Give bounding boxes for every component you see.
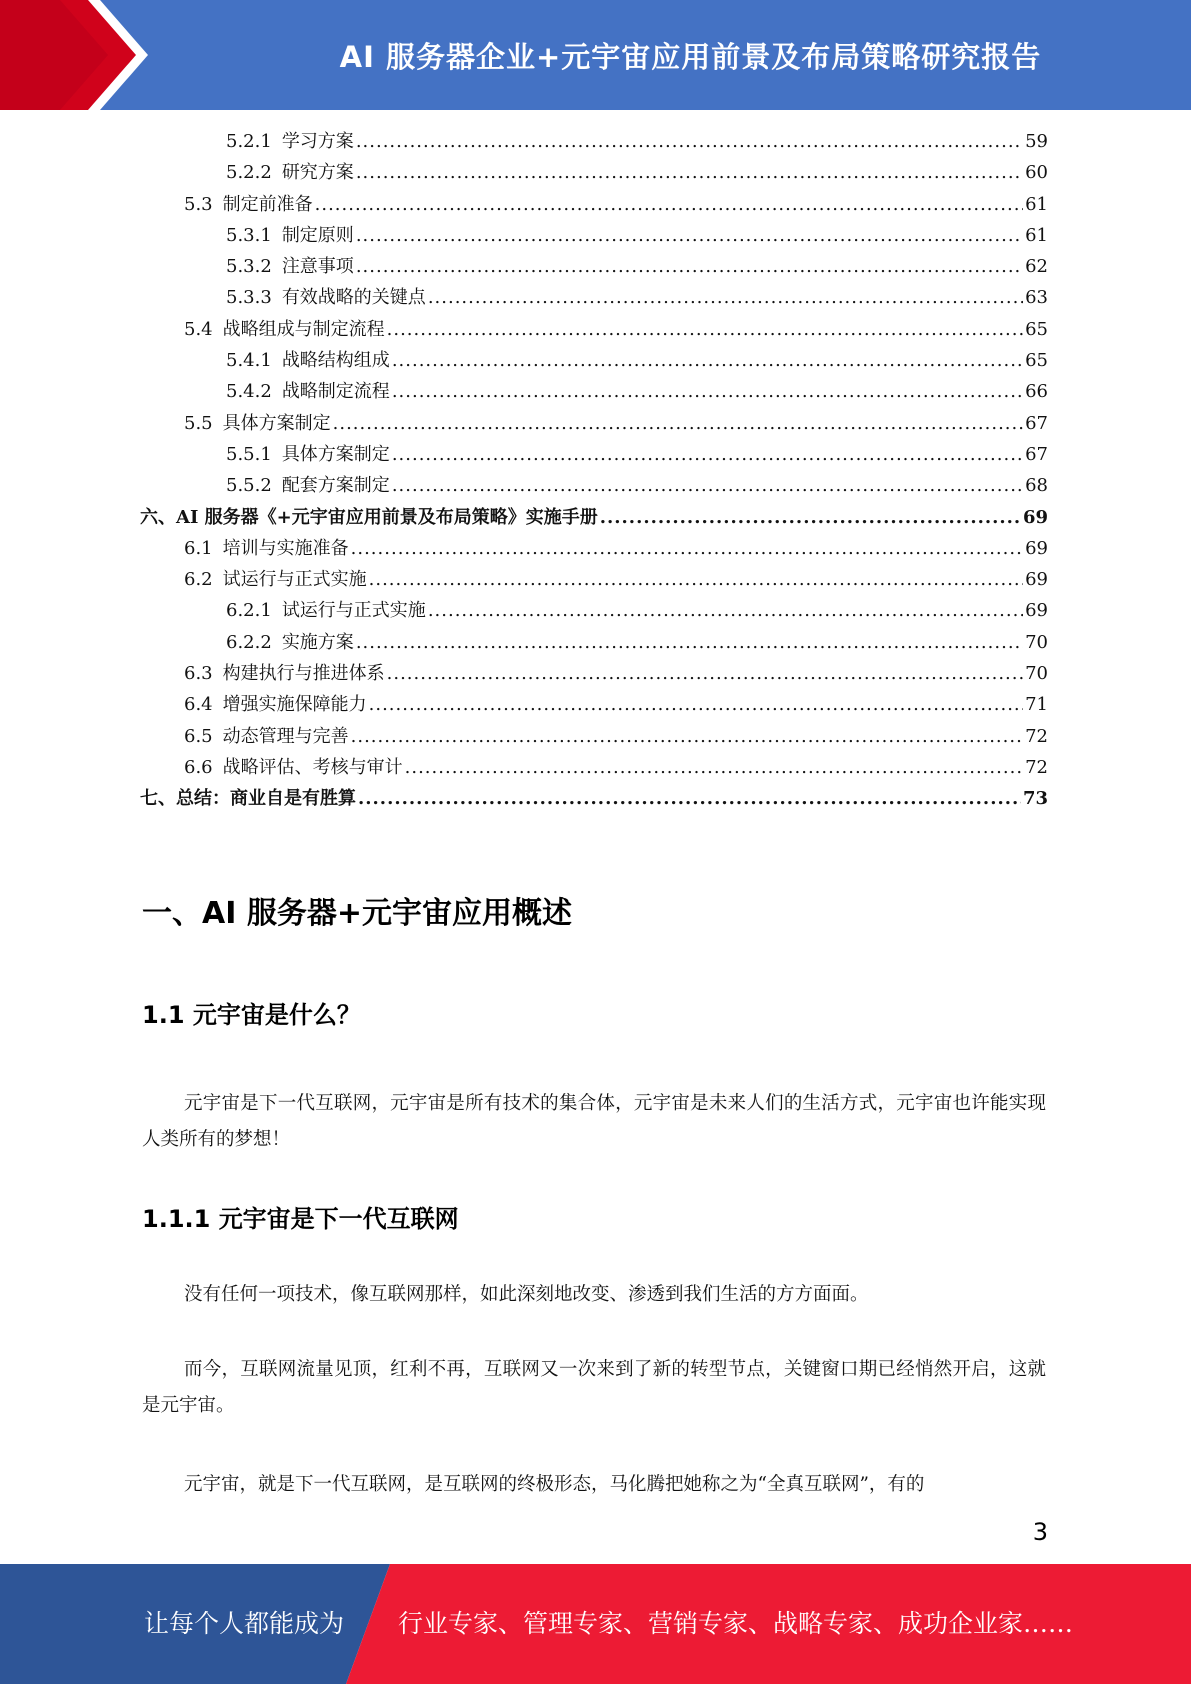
toc-entry-number: 6.6 (184, 756, 213, 778)
toc-entry-page: 65 (1025, 350, 1048, 372)
toc-entry-title: 注意事项 (281, 256, 354, 278)
toc-entry-number: 6.4 (184, 694, 213, 716)
toc-entry-title: 构建执行与推进体系 (222, 663, 385, 685)
toc-entry-title: 动态管理与完善 (222, 725, 349, 747)
paragraph: 元宇宙，就是下一代互联网，是互联网的终极形态，马化腾把她称之为“全真互联网”，有的 (184, 1474, 925, 1495)
toc-entry-number: 5.2.1 (226, 131, 272, 152)
toc-entry-number: 5.5 (184, 412, 213, 434)
toc-entry[interactable] (140, 314, 1048, 345)
toc-entry[interactable] (140, 220, 1048, 251)
toc-entry-page: 69 (1022, 506, 1048, 528)
toc-dot-leader (600, 502, 1021, 533)
toc-entry[interactable] (140, 126, 1048, 157)
toc-entry-number: 5.3.2 (226, 256, 272, 278)
page-header (0, 0, 1191, 110)
toc-entry-number: 6.1 (184, 537, 213, 559)
toc-entry[interactable] (140, 408, 1048, 439)
toc-dot-leader (392, 345, 1023, 376)
toc-dot-leader (356, 126, 1023, 157)
toc-entry[interactable] (140, 783, 1048, 814)
toc-entry[interactable] (140, 752, 1048, 783)
toc-entry-number: 6.3 (184, 663, 213, 685)
toc-entry-number: 5.2.2 (226, 162, 272, 184)
toc-entry-number: 5.4 (184, 318, 213, 340)
toc-entry-title: 制定前准备 (222, 193, 313, 215)
subsection-heading: 1.1 元宇宙是什么？ (142, 1001, 361, 1029)
toc-entry-number: 6.2.1 (226, 600, 272, 622)
toc-entry[interactable] (140, 658, 1048, 689)
toc-entry-title: 具体方案制定 (222, 412, 331, 434)
toc-entry-page: 61 (1025, 193, 1048, 215)
toc-dot-leader (356, 220, 1023, 251)
toc-entry-number: 6.2 (184, 569, 213, 591)
toc-entry-number: 5.3 (184, 193, 213, 215)
toc-entry-page: 63 (1025, 287, 1048, 309)
toc-dot-leader (428, 595, 1023, 626)
toc-dot-leader (369, 564, 1023, 595)
toc-entry[interactable] (140, 502, 1048, 533)
footer-slogan-right: 行业专家、管理专家、营销专家、战略专家、成功企业家…… (398, 1609, 1074, 1638)
toc-entry-page: 60 (1025, 162, 1048, 184)
footer-slogan-left: 让每个人都能成为 (144, 1609, 345, 1638)
toc-dot-leader (392, 439, 1023, 470)
toc-entry[interactable] (140, 189, 1048, 220)
toc-entry-title: 试运行与正式实施 (222, 569, 367, 591)
toc-entry-page: 61 (1025, 224, 1048, 246)
header-title: AI 服务器企业+元宇宙应用前景及布局策略研究报告 (339, 39, 1042, 74)
toc-entry-title: 有效战略的关键点 (281, 287, 426, 309)
section-heading: 一、AI 服务器+元宇宙应用概述 (142, 896, 572, 931)
toc-dot-leader (387, 658, 1023, 689)
toc-entry-page: 69 (1025, 537, 1048, 559)
toc-dot-leader (428, 282, 1023, 313)
toc-entry-page: 62 (1025, 256, 1048, 278)
toc-entry[interactable] (140, 376, 1048, 407)
toc-entry-number: 5.3.3 (226, 287, 272, 309)
toc-entry-page: 70 (1025, 663, 1048, 685)
toc-entry-page: 69 (1025, 569, 1048, 591)
toc-entry-title: 战略组成与制定流程 (222, 318, 385, 340)
toc-entry[interactable] (140, 564, 1048, 595)
table-of-contents (140, 126, 1048, 815)
toc-dot-leader (333, 408, 1023, 439)
paragraph: 元宇宙是下一代互联网，元宇宙是所有技术的集合体，元宇宙是未来人们的生活方式，元宇宙也许能实现人类所有的梦想！ (142, 1093, 1046, 1150)
toc-entry-title: 培训与实施准备 (222, 537, 349, 559)
toc-entry-number: 6.5 (184, 725, 213, 747)
toc-entry[interactable] (140, 157, 1048, 188)
toc-entry-page: 67 (1025, 412, 1048, 434)
toc-entry-page: 67 (1025, 443, 1048, 465)
toc-dot-leader (369, 689, 1023, 720)
toc-dot-leader (315, 189, 1023, 220)
toc-entry-number: 5.4.1 (226, 350, 272, 372)
page-number: 3 (1032, 1518, 1048, 1546)
toc-dot-leader (356, 627, 1023, 658)
toc-entry[interactable] (140, 345, 1048, 376)
toc-dot-leader (356, 157, 1023, 188)
toc-entry[interactable] (140, 533, 1048, 564)
toc-entry-title: 学习方案 (281, 131, 354, 152)
paragraph: 而今，互联网流量见顶，红利不再，互联网又一次来到了新的转型节点，关键窗口期已经悄然开启，这就是元宇宙。 (142, 1359, 1046, 1416)
toc-entry-number: 5.5.2 (226, 475, 272, 497)
toc-entry-page: 66 (1025, 381, 1048, 403)
toc-entry-number: 5.4.2 (226, 381, 272, 403)
toc-entry-title: 增强实施保障能力 (222, 694, 367, 716)
paragraph: 没有任何一项技术，像互联网那样，如此深刻地改变、渗透到我们生活的方方面面。 (184, 1284, 869, 1305)
toc-entry[interactable] (140, 689, 1048, 720)
toc-entry[interactable] (140, 595, 1048, 626)
toc-entry[interactable] (140, 251, 1048, 282)
toc-entry-page: 65 (1025, 318, 1048, 340)
toc-dot-leader (351, 721, 1023, 752)
toc-entry-number: 5.3.1 (226, 224, 272, 246)
toc-entry-page: 71 (1025, 694, 1048, 716)
toc-entry-number: 七、 (140, 788, 176, 810)
toc-entry-page: 69 (1025, 600, 1048, 622)
toc-entry-page: 72 (1025, 725, 1048, 747)
toc-dot-leader (387, 314, 1023, 345)
toc-entry-title: 研究方案 (281, 162, 354, 184)
subsubsection-heading: 1.1.1 元宇宙是下一代互联网 (142, 1205, 459, 1233)
toc-entry-number: 六、 (140, 506, 176, 528)
toc-dot-leader (351, 533, 1023, 564)
toc-entry-title: 试运行与正式实施 (281, 600, 426, 622)
toc-entry-page: 72 (1025, 756, 1048, 778)
toc-entry-page: 73 (1022, 788, 1048, 810)
page-footer (0, 1564, 1191, 1684)
toc-entry-number: 5.5.1 (226, 443, 272, 465)
toc-dot-leader (392, 376, 1023, 407)
toc-dot-leader (358, 783, 1021, 814)
toc-entry-title: 战略评估、考核与审计 (222, 756, 403, 778)
toc-entry[interactable] (140, 721, 1048, 752)
toc-entry-number: 6.2.2 (226, 631, 272, 653)
toc-entry-title: 战略结构组成 (281, 350, 390, 372)
toc-dot-leader (356, 251, 1023, 282)
toc-entry-title: AI 服务器《+元宇宙应用前景及布局策略》实施手册 (176, 506, 598, 528)
toc-entry-page: 70 (1025, 631, 1048, 653)
toc-entry[interactable] (140, 470, 1048, 501)
toc-entry-title: 制定原则 (281, 224, 354, 246)
toc-entry-page: 68 (1025, 475, 1048, 497)
toc-entry-title: 总结：商业自是有胜算 (176, 788, 356, 810)
toc-entry[interactable] (140, 627, 1048, 658)
toc-entry-title: 配套方案制定 (281, 475, 390, 497)
toc-entry-title: 战略制定流程 (281, 381, 390, 403)
toc-entry[interactable] (140, 439, 1048, 470)
toc-entry-title: 具体方案制定 (281, 443, 390, 465)
toc-dot-leader (392, 470, 1023, 501)
toc-entry-title: 实施方案 (281, 631, 354, 653)
toc-entry[interactable] (140, 282, 1048, 313)
toc-entry-page: 59 (1025, 131, 1048, 152)
toc-dot-leader (405, 752, 1023, 783)
